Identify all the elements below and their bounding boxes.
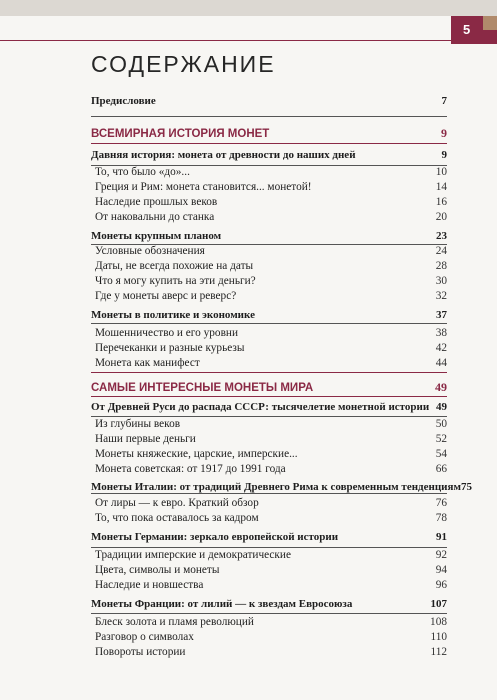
toc-subentry[interactable] <box>91 564 447 576</box>
toc-subentry-label: Перечеканки и разные курьезы <box>95 342 245 354</box>
toc-subentry[interactable] <box>91 646 447 658</box>
header-rule <box>0 16 497 41</box>
toc-subentry-page: 32 <box>435 290 447 302</box>
section-divider <box>91 396 447 397</box>
toc-chapter[interactable] <box>91 598 447 610</box>
toc-subentry-page: 42 <box>435 342 447 354</box>
toc-subentry-label: От наковальни до станка <box>95 211 215 223</box>
divider <box>91 323 447 324</box>
divider <box>91 493 447 494</box>
toc-chapter-page: 9 <box>441 149 447 161</box>
toc-subentry-page: 66 <box>435 463 447 475</box>
toc-subentry-page: 94 <box>435 564 447 576</box>
divider <box>91 547 447 548</box>
toc-subentry[interactable] <box>91 512 447 524</box>
toc-subentry[interactable] <box>91 433 447 445</box>
toc-entry-label: Предисловие <box>91 95 156 107</box>
toc-subentry-page: 76 <box>435 497 447 509</box>
toc-section-interesting-coins[interactable] <box>91 380 447 395</box>
toc-subentry[interactable] <box>91 463 447 475</box>
toc-subentry[interactable] <box>91 196 447 208</box>
toc-chapter-page: 37 <box>436 309 447 321</box>
toc-chapter-page: 107 <box>430 598 447 610</box>
toc-subentry[interactable] <box>91 448 447 460</box>
toc-subentry-page: 54 <box>435 448 447 460</box>
toc-chapter[interactable] <box>91 309 447 321</box>
divider <box>91 116 447 117</box>
toc-subentry[interactable] <box>91 245 447 257</box>
toc-chapter-page: 23 <box>436 230 447 242</box>
toc-subentry-label: Наследие прошлых веков <box>95 196 218 208</box>
toc-subentry-label: Где у монеты аверс и реверс? <box>95 290 237 302</box>
toc-entry-preface[interactable] <box>91 95 447 107</box>
toc-subentry-page: 92 <box>435 549 447 561</box>
divider <box>91 416 447 417</box>
toc-subentry-page: 20 <box>435 211 447 223</box>
toc-subentry-page: 16 <box>435 196 447 208</box>
section-divider <box>91 372 447 373</box>
toc-subentry[interactable] <box>91 631 447 643</box>
toc-subentry-page: 110 <box>430 631 447 643</box>
toc-subentry[interactable] <box>91 342 447 354</box>
toc-subentry-label: Что я могу купить на эти деньги? <box>95 275 256 287</box>
toc-subentry[interactable] <box>91 549 447 561</box>
section-divider <box>91 143 447 144</box>
toc-subentry[interactable] <box>91 357 447 369</box>
toc-subentry-label: Условные обозначения <box>95 245 205 257</box>
toc-subentry-label: Разговор о символах <box>95 631 194 643</box>
toc-chapter-page: 91 <box>436 531 447 543</box>
toc-chapter-label: Монеты в политике и экономике <box>91 309 255 321</box>
toc-subentry-page: 78 <box>435 512 447 524</box>
toc-subentry-label: Традиции имперские и демократические <box>95 549 291 561</box>
toc-subentry[interactable] <box>91 579 447 591</box>
toc-subentry-page: 50 <box>435 418 447 430</box>
toc-subentry[interactable] <box>91 327 447 339</box>
toc-subentry-page: 30 <box>435 275 447 287</box>
divider <box>91 613 447 614</box>
toc-chapter[interactable] <box>91 531 447 543</box>
toc-chapter[interactable] <box>91 481 472 493</box>
toc-subentry-page: 10 <box>435 166 447 178</box>
corner-ornament <box>483 16 497 30</box>
toc-subentry-label: Блеск золота и пламя революций <box>95 616 254 628</box>
toc-subentry-label: То, что было «до»... <box>95 166 190 178</box>
toc-subentry-label: Монеты княжеские, царские, имперские... <box>95 448 298 460</box>
toc-section-page: 49 <box>435 380 447 394</box>
page-number: 5 <box>463 22 471 37</box>
toc-subentry[interactable] <box>91 166 447 178</box>
toc-subentry-page: 112 <box>430 646 447 658</box>
toc-subentry-label: Мошенничество и его уровни <box>95 327 238 339</box>
toc-subentry-label: Наследие и новшества <box>95 579 204 591</box>
toc-subentry[interactable] <box>91 260 447 272</box>
toc-section-page: 9 <box>441 126 447 140</box>
toc-chapter[interactable] <box>91 401 447 413</box>
toc-subentry-label: То, что пока оставалось за кадром <box>95 512 259 524</box>
toc-subentry-label: Цвета, символы и монеты <box>95 564 220 576</box>
toc-subentry-label: Повороты истории <box>95 646 186 658</box>
toc-subentry-page: 108 <box>430 616 447 628</box>
toc-subentry-label: Даты, не всегда похожие на даты <box>95 260 254 272</box>
toc-chapter[interactable] <box>91 230 447 242</box>
toc-subentry-page: 38 <box>435 327 447 339</box>
toc-subentry-page: 14 <box>435 181 447 193</box>
toc-chapter-label: Монеты Италии: от традиций Древнего Рима к современным тенденциям <box>91 481 461 493</box>
toc-subentry[interactable] <box>91 418 447 430</box>
toc-chapter-page: 75 <box>460 481 472 493</box>
toc-chapter-label: От Древней Руси до распада СССР: тысячелетие монетной истории <box>91 401 430 413</box>
toc-subentry-page: 44 <box>435 357 447 369</box>
toc-subentry-label: Наши первые деньги <box>95 433 196 445</box>
toc-subentry-page: 24 <box>435 245 447 257</box>
toc-section-label: ВСЕМИРНАЯ ИСТОРИЯ МОНЕТ <box>91 128 270 140</box>
toc-subentry[interactable] <box>91 181 447 193</box>
page-number-box <box>451 16 497 44</box>
toc-subentry[interactable] <box>91 616 447 628</box>
toc-section-label: САМЫЕ ИНТЕРЕСНЫЕ МОНЕТЫ МИРА <box>91 382 314 394</box>
toc-entry-page: 7 <box>441 95 447 107</box>
toc-subentry[interactable] <box>91 290 447 302</box>
toc-subentry-label: Из глубины веков <box>95 418 181 430</box>
toc-chapter-label: Монеты крупным планом <box>91 230 222 242</box>
toc-subentry-page: 28 <box>435 260 447 272</box>
top-band <box>0 0 497 16</box>
toc-chapter-label: Давняя история: монета от древности до наших дней <box>91 149 356 161</box>
toc-subentry-label: Греция и Рим: монета становится... монетой! <box>95 181 312 193</box>
toc-subentry-page: 52 <box>435 433 447 445</box>
toc-title: СОДЕРЖАНИЕ <box>91 51 276 77</box>
toc-subentry-label: Монета как манифест <box>95 357 200 369</box>
toc-subentry[interactable] <box>91 275 447 287</box>
toc-chapter[interactable] <box>91 149 447 161</box>
toc-subentry[interactable] <box>91 211 447 223</box>
toc-subentry[interactable] <box>91 497 447 509</box>
toc-subentry-page: 96 <box>435 579 447 591</box>
toc-chapter-label: Монеты Германии: зеркало европейской истории <box>91 531 339 543</box>
toc-section-world-history[interactable] <box>91 126 447 141</box>
toc-subentry-label: От лиры — к евро. Краткий обзор <box>95 497 259 509</box>
toc-chapter-label: Монеты Франции: от лилий — к звездам Евросоюза <box>91 598 353 610</box>
toc-chapter-page: 49 <box>436 401 447 413</box>
toc-subentry-label: Монета советская: от 1917 до 1991 года <box>95 463 286 475</box>
